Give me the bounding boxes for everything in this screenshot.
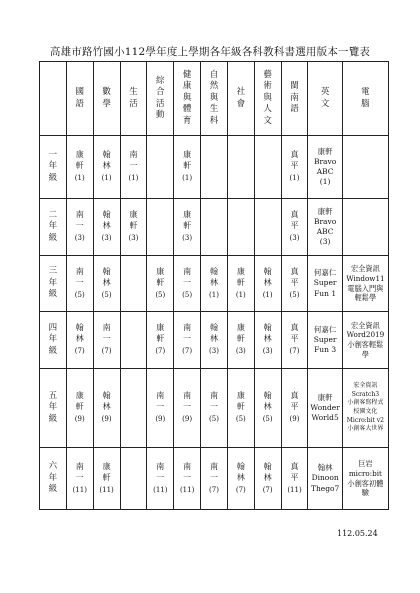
subject-cell [201, 369, 228, 448]
volume-number: (3) [74, 234, 85, 243]
subject-cell [120, 448, 147, 510]
computer-line: Scratch3 [351, 390, 380, 398]
header-cell [201, 62, 228, 136]
publisher-label: 康 軒 (3) [182, 210, 193, 243]
english-line: Super [313, 334, 337, 344]
volume-number: (5) [74, 290, 85, 299]
subject-cell [93, 369, 120, 448]
computer-line: 宏全資訊 [351, 264, 380, 274]
publisher-label: 南 一 (9) [155, 391, 166, 424]
publisher-label: 翰 林 (3) [101, 210, 112, 243]
subject-cell [254, 199, 281, 256]
computer-line: 小創客寫程式 [347, 399, 384, 407]
volume-number: (1) [101, 174, 112, 183]
header-cell [281, 62, 308, 136]
volume-number: (3) [209, 347, 219, 356]
subject-cell [147, 256, 174, 312]
subject-cell [201, 312, 228, 369]
subject-cell [281, 448, 308, 510]
header-label: 自 然 與 生 科 [209, 69, 219, 126]
publisher-label: 翰 林 (7) [74, 323, 85, 356]
textbook-table [39, 61, 389, 510]
volume-number: (5) [235, 415, 246, 424]
publisher-label: 真 平 (3) [289, 210, 300, 243]
publisher-label: 南 一 (5) [182, 266, 193, 299]
subject-cell [120, 312, 147, 369]
grade-label: 一 年 級 [48, 149, 58, 183]
volume-number: (7) [155, 347, 166, 356]
grade-label: 三 年 級 [48, 266, 58, 300]
volume-number: (7) [182, 347, 193, 356]
computer-line: 小創客大世界 [347, 425, 384, 433]
subject-cell [254, 369, 281, 448]
publisher-label: 南 一 (5) [209, 391, 219, 424]
publisher-label: 翰 林 (9) [101, 391, 112, 424]
volume-number: (1) [235, 290, 246, 299]
grade-row [40, 369, 389, 448]
publisher-label: 康 軒 (1) [235, 266, 246, 299]
publisher-label: 南 一 (7) [101, 323, 112, 356]
grade-cell [40, 136, 67, 199]
computer-cell [342, 256, 388, 312]
grade-label: 六 年 級 [48, 461, 58, 495]
grade-row [40, 199, 389, 256]
computer-line: 宏全資訊 [353, 381, 378, 389]
publisher-label: 康 軒 (5) [235, 391, 246, 424]
volume-number: (1) [128, 174, 139, 183]
subject-cell [201, 448, 228, 510]
header-label: 健 康 與 體 育 [182, 69, 192, 126]
computer-line: 小創客輕鬆 [347, 340, 384, 349]
volume-number: (9) [182, 415, 193, 424]
volume-number: (7) [262, 485, 273, 494]
subject-cell [147, 448, 174, 510]
subject-cell [201, 256, 228, 312]
header-label: 數 學 [102, 87, 111, 109]
english-line: 翰林 [317, 463, 333, 473]
publisher-label: 康 軒 (7) [155, 323, 166, 356]
subject-cell [174, 136, 201, 199]
volume-number: (5) [101, 290, 112, 299]
publisher-label: 翰 林 (7) [235, 461, 246, 494]
header-cell [93, 62, 120, 136]
subject-cell [201, 199, 228, 256]
publisher-label: 翰 林 (3) [209, 323, 219, 356]
volume-number: (11) [72, 485, 87, 494]
subject-cell [66, 256, 93, 312]
publisher-label: 康 軒 (1) [74, 150, 85, 183]
english-cell [308, 448, 342, 510]
subject-cell [281, 312, 308, 369]
publisher-label: 真 平 (5) [289, 266, 300, 299]
subject-cell [281, 256, 308, 312]
header-cell [120, 62, 147, 136]
publisher-label: 真 平 (9) [289, 391, 300, 424]
english-line: 康軒 [317, 146, 333, 156]
subject-cell [254, 448, 281, 510]
english-cell [308, 199, 342, 256]
publisher-label: 南 一 (3) [74, 210, 85, 243]
header-row [40, 62, 389, 136]
computer-line: Window11 [346, 273, 385, 283]
english-cell [308, 369, 342, 448]
publisher-label: 南 一 (11) [179, 461, 195, 494]
english-line: 康軒 [317, 206, 333, 216]
volume-number: (11) [99, 485, 114, 494]
subject-cell [66, 199, 93, 256]
computer-line: 驗 [361, 488, 369, 498]
subject-cell [227, 448, 254, 510]
volume-number: (5) [155, 290, 166, 299]
publisher-label: 康 軒 (5) [155, 266, 166, 299]
volume-number: (7) [235, 485, 246, 494]
publisher-label: 翰 林 (1) [101, 150, 112, 183]
grade-row [40, 136, 389, 199]
publisher-label: 南 一 (1) [128, 150, 139, 183]
computer-cell [342, 369, 388, 448]
subject-cell [174, 448, 201, 510]
subject-cell [174, 199, 201, 256]
publisher-label: 真 平 (1) [289, 150, 300, 183]
subject-cell [93, 199, 120, 256]
subject-cell [174, 312, 201, 369]
subject-cell [66, 369, 93, 448]
volume-number: (9) [74, 415, 85, 424]
subject-cell [120, 136, 147, 199]
english-line: World5 [311, 413, 339, 423]
publisher-label: 翰 林 (5) [101, 266, 112, 299]
header-label: 電 腦 [361, 87, 370, 109]
english-line: Super [313, 278, 337, 288]
header-cell [308, 62, 342, 136]
computer-line: Word2019 [346, 330, 385, 340]
english-line: (1) [319, 177, 331, 187]
header-cell [147, 62, 174, 136]
volume-number: (7) [289, 347, 300, 356]
grade-cell [40, 312, 67, 369]
volume-number: (7) [209, 485, 219, 494]
subject-cell [174, 369, 201, 448]
subject-cell [120, 256, 147, 312]
volume-number: (3) [128, 234, 139, 243]
english-line: 何嘉仁 [313, 268, 337, 278]
computer-line: 宏全資訊 [351, 320, 380, 330]
subject-cell [147, 312, 174, 369]
english-line: Fun 3 [314, 345, 337, 355]
subject-cell [66, 448, 93, 510]
subject-cell [227, 369, 254, 448]
header-label: 藝 術 與 人 文 [263, 69, 272, 126]
publisher-label: 南 一 (5) [74, 266, 85, 299]
publisher-label: 康 軒 (3) [235, 323, 246, 356]
volume-number: (5) [262, 415, 273, 424]
computer-cell [342, 448, 388, 510]
volume-number: (3) [182, 234, 193, 243]
english-line: ABC [316, 227, 334, 236]
english-line: Fun 1 [314, 288, 337, 298]
subject-cell [227, 199, 254, 256]
publisher-label: 翰 林 (1) [209, 266, 219, 299]
computer-cell [342, 136, 388, 199]
english-line: Bravo [313, 156, 337, 166]
computer-line: 校園文化 [353, 408, 378, 415]
english-line: 康軒 [317, 392, 333, 402]
computer-line: 電腦入門與 [347, 283, 384, 293]
volume-number: (3) [289, 234, 300, 243]
header-label: 生 活 [129, 87, 138, 109]
header-cell [40, 62, 67, 136]
header-label: 國 語 [75, 87, 85, 109]
volume-number: (1) [74, 174, 85, 183]
computer-line: micro:bit [348, 468, 382, 478]
volume-number: (9) [101, 415, 112, 424]
volume-number: (1) [209, 290, 219, 299]
subject-cell [120, 369, 147, 448]
english-line: (3) [319, 237, 331, 247]
english-line: ABC [316, 167, 334, 176]
computer-cell [342, 312, 388, 369]
grade-cell [40, 369, 67, 448]
volume-number: (3) [262, 347, 273, 356]
volume-number: (5) [182, 290, 193, 299]
subject-cell [254, 256, 281, 312]
header-cell [66, 62, 93, 136]
volume-number: (1) [262, 290, 273, 299]
subject-cell [93, 256, 120, 312]
subject-cell [93, 312, 120, 369]
subject-cell [147, 199, 174, 256]
publisher-label: 南 一 (7) [209, 461, 219, 494]
header-label: 英 文 [320, 87, 330, 109]
volume-number: (7) [74, 347, 85, 356]
publisher-label: 康 軒 (9) [74, 391, 85, 424]
subject-cell [174, 256, 201, 312]
computer-cell [342, 199, 388, 256]
volume-number: (9) [155, 415, 166, 424]
publisher-label: 真 平 (7) [289, 323, 300, 356]
computer-line: Micro:bit v2 [346, 416, 384, 424]
english-line: Dinoon [311, 473, 339, 483]
subject-cell [66, 312, 93, 369]
publisher-label: 康 軒 (1) [182, 150, 193, 183]
header-cell [174, 62, 201, 136]
volume-number: (1) [182, 174, 193, 183]
publisher-label: 翰 林 (1) [262, 266, 273, 299]
subject-cell [254, 136, 281, 199]
publisher-label: 翰 林 (7) [262, 461, 273, 494]
english-line: Thego7 [310, 483, 340, 493]
volume-number: (7) [101, 347, 112, 356]
volume-number: (9) [289, 415, 300, 424]
grade-row [40, 312, 389, 369]
subject-cell [147, 136, 174, 199]
header-cell [342, 62, 388, 136]
volume-number: (5) [289, 290, 300, 299]
subject-cell [281, 136, 308, 199]
header-cell [254, 62, 281, 136]
subject-cell [254, 312, 281, 369]
publisher-label: 翰 林 (3) [262, 323, 273, 356]
volume-number: (1) [289, 174, 300, 183]
grade-cell [40, 199, 67, 256]
grade-row [40, 448, 389, 510]
revision-date: 112.05.24 [337, 529, 378, 538]
subject-cell [66, 136, 93, 199]
volume-number: (3) [101, 234, 112, 243]
subject-cell [93, 136, 120, 199]
subject-cell [93, 448, 120, 510]
header-label: 綜 合 活 動 [156, 75, 165, 120]
computer-line: 小創客初體 [347, 478, 384, 488]
grade-label: 四 年 級 [48, 322, 58, 356]
grade-row [40, 256, 389, 312]
grade-cell [40, 448, 67, 510]
english-line: Bravo [313, 216, 337, 226]
volume-number: (11) [287, 485, 302, 494]
subject-cell [227, 136, 254, 199]
volume-number: (5) [209, 415, 219, 424]
header-cell [227, 62, 254, 136]
computer-line: 輕鬆學 [354, 293, 377, 303]
computer-line: 學 [361, 349, 369, 359]
publisher-label: 真 平 (11) [287, 461, 302, 494]
publisher-label: 南 一 (7) [182, 323, 193, 356]
subject-cell [201, 136, 228, 199]
publisher-label: 翰 林 (5) [262, 391, 273, 424]
publisher-label: 康 軒 (3) [128, 210, 139, 243]
english-cell [308, 256, 342, 312]
volume-number: (3) [235, 347, 246, 356]
subject-cell [227, 312, 254, 369]
header-label: 社 會 [236, 87, 246, 109]
subject-cell [147, 369, 174, 448]
computer-line: 巨岩 [358, 459, 373, 469]
grade-cell [40, 256, 67, 312]
subject-cell [281, 199, 308, 256]
english-line: Wonder [310, 402, 340, 412]
publisher-label: 南 一 (9) [182, 391, 193, 424]
page-title: 高雄市路竹國小112學年度上學期各年級各科教科書選用版本一覽表 [49, 46, 371, 58]
publisher-label: 南 一 (11) [153, 461, 168, 494]
english-cell [308, 312, 342, 369]
grade-label: 五 年 級 [48, 390, 58, 424]
header-label: 閩 南 語 [290, 81, 299, 115]
english-cell [308, 136, 342, 199]
subject-cell [227, 256, 254, 312]
publisher-label: 康 軒 (11) [99, 461, 114, 494]
subject-cell [281, 369, 308, 448]
publisher-label: 南 一 (11) [72, 461, 87, 494]
subject-cell [120, 199, 147, 256]
volume-number: (11) [153, 485, 168, 494]
grade-label: 二 年 級 [48, 209, 58, 243]
volume-number: (11) [179, 485, 195, 494]
english-line: 何嘉仁 [313, 324, 337, 334]
